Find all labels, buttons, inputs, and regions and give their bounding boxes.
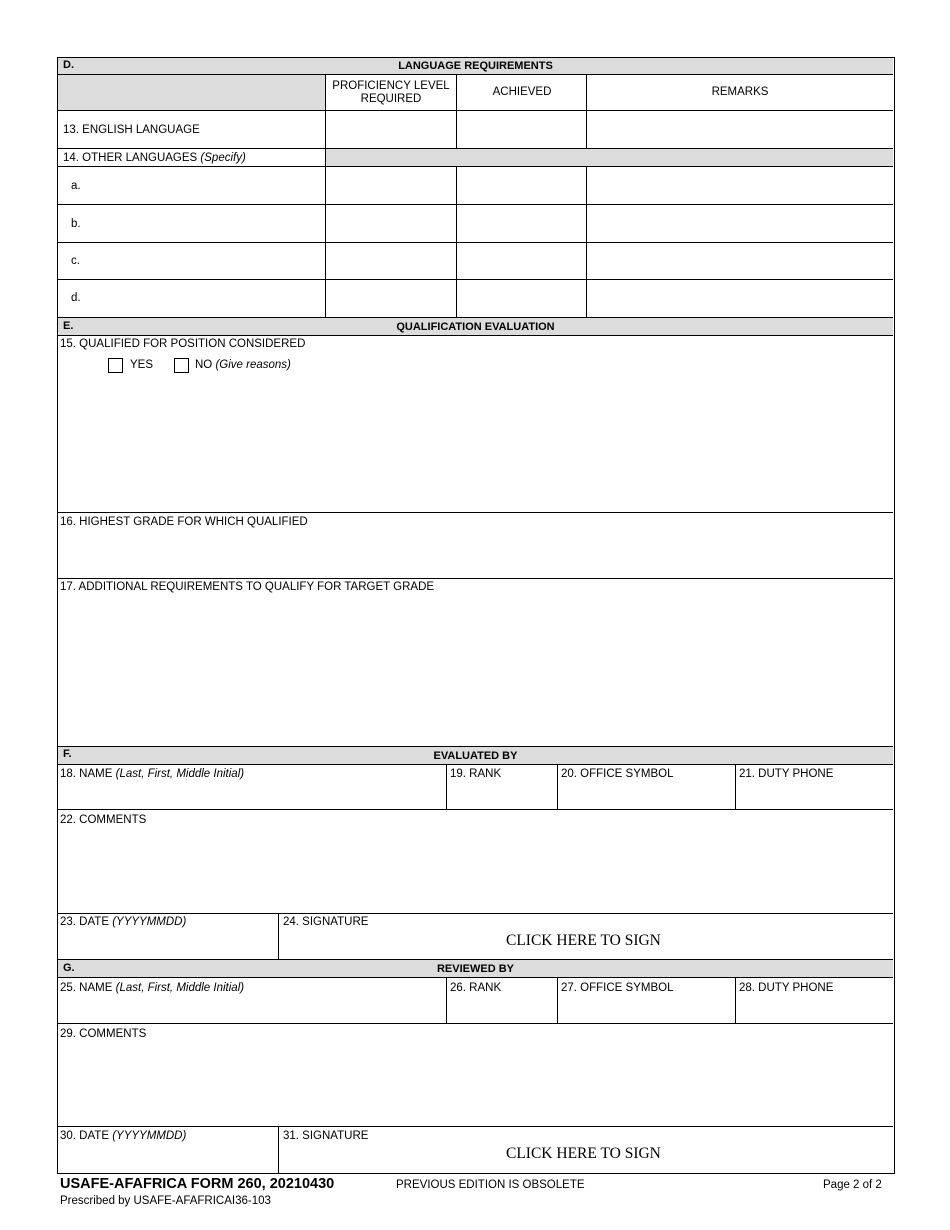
form-identifier: USAFE-AFAFRICA FORM 260, 20210430 — [60, 1176, 335, 1192]
reviewer-duty-phone-label: 28. DUTY PHONE — [739, 982, 834, 994]
section-d-letter: D. — [63, 59, 74, 71]
qualified-no-label: NO (Give reasons) — [195, 359, 291, 371]
language-d-achieved-field[interactable] — [457, 280, 587, 317]
english-language-label: 13. ENGLISH LANGUAGE — [63, 124, 200, 136]
reviewer-comments-label: 29. COMMENTS — [60, 1028, 147, 1040]
col-achieved: ACHIEVED — [492, 86, 552, 98]
reviewer-sign-button[interactable]: CLICK HERE TO SIGN — [506, 1145, 661, 1162]
evaluator-signature-label: 24. SIGNATURE — [283, 916, 369, 928]
reviewer-rank-field[interactable] — [447, 996, 557, 1023]
language-d-proficiency-field[interactable] — [326, 280, 456, 317]
section-f-letter: F. — [63, 748, 72, 760]
language-b-proficiency-field[interactable] — [326, 205, 456, 242]
language-d-remarks-field[interactable] — [587, 280, 893, 317]
col-remarks: REMARKS — [711, 86, 769, 98]
english-achieved-field[interactable] — [457, 111, 587, 148]
language-a-remarks-field[interactable] — [587, 167, 893, 204]
language-b-remarks-field[interactable] — [587, 205, 893, 242]
evaluator-comments-field[interactable] — [58, 829, 893, 912]
reviewer-rank-label: 26. RANK — [450, 982, 502, 994]
evaluator-rank-field[interactable] — [447, 782, 557, 809]
evaluator-office-symbol-label: 20. OFFICE SYMBOL — [561, 768, 674, 780]
reviewer-office-symbol-field[interactable] — [558, 996, 735, 1023]
reviewer-signature-label: 31. SIGNATURE — [283, 1130, 369, 1142]
language-c-proficiency-field[interactable] — [326, 243, 456, 279]
previous-edition-notice: PREVIOUS EDITION IS OBSOLETE — [396, 1179, 585, 1191]
qualified-for-position-label: 15. QUALIFIED FOR POSITION CONSIDERED — [60, 338, 306, 350]
evaluator-sign-button[interactable]: CLICK HERE TO SIGN — [506, 932, 661, 949]
reviewer-office-symbol-label: 27. OFFICE SYMBOL — [561, 982, 674, 994]
prescribed-by: Prescribed by USAFE-AFAFRICAI36-103 — [60, 1195, 271, 1207]
reviewer-name-field[interactable] — [58, 996, 446, 1023]
col-proficiency-level-required: PROFICIENCY LEVEL REQUIRED — [332, 80, 450, 105]
evaluator-office-symbol-field[interactable] — [558, 782, 735, 809]
reviewer-date-field[interactable] — [58, 1145, 278, 1172]
section-g-letter: G. — [63, 962, 75, 974]
evaluator-name-field[interactable] — [58, 782, 446, 809]
section-f-title: EVALUATED BY — [433, 750, 518, 762]
language-a-achieved-field[interactable] — [457, 167, 587, 204]
additional-requirements-field[interactable] — [58, 596, 893, 746]
evaluator-name-label: 18. NAME (Last, First, Middle Initial) — [60, 768, 245, 780]
qualified-yes-label: YES — [130, 359, 154, 371]
qualified-no-checkbox[interactable] — [174, 358, 189, 373]
language-a-proficiency-field[interactable] — [326, 167, 456, 204]
language-header-blank — [58, 75, 325, 110]
evaluator-comments-label: 22. COMMENTS — [60, 814, 147, 826]
language-row-a-label: a. — [71, 180, 81, 192]
english-proficiency-field[interactable] — [326, 111, 456, 148]
other-languages-shaded — [326, 149, 893, 166]
reviewer-name-label: 25. NAME (Last, First, Middle Initial) — [60, 982, 245, 994]
language-row-d-label: d. — [71, 292, 81, 304]
evaluator-duty-phone-field[interactable] — [736, 782, 893, 809]
reviewer-comments-field[interactable] — [58, 1043, 893, 1126]
language-row-b-label: b. — [71, 218, 81, 230]
language-c-remarks-field[interactable] — [587, 243, 893, 279]
section-e-title: QUALIFICATION EVALUATION — [396, 321, 555, 333]
additional-requirements-label: 17. ADDITIONAL REQUIREMENTS TO QUALIFY FOR TARGET GRADE — [60, 581, 435, 593]
other-languages-label: 14. OTHER LANGUAGES (Specify) — [63, 152, 246, 164]
language-b-achieved-field[interactable] — [457, 205, 587, 242]
section-d-title: LANGUAGE REQUIREMENTS — [398, 60, 553, 72]
language-row-c-label: c. — [71, 255, 80, 267]
form-page — [57, 57, 895, 1174]
english-remarks-field[interactable] — [587, 111, 893, 148]
page-number: Page 2 of 2 — [823, 1179, 882, 1191]
evaluator-date-label: 23. DATE (YYYYMMDD) — [60, 916, 187, 928]
reviewer-date-label: 30. DATE (YYYYMMDD) — [60, 1130, 187, 1142]
qualification-reasons-field[interactable] — [58, 378, 893, 511]
evaluator-date-field[interactable] — [58, 931, 278, 958]
language-c-achieved-field[interactable] — [457, 243, 587, 279]
evaluator-rank-label: 19. RANK — [450, 768, 502, 780]
reviewer-duty-phone-field[interactable] — [736, 996, 893, 1023]
evaluator-duty-phone-label: 21. DUTY PHONE — [739, 768, 834, 780]
highest-grade-label: 16. HIGHEST GRADE FOR WHICH QUALIFIED — [60, 516, 308, 528]
section-e-letter: E. — [63, 320, 74, 332]
qualified-yes-checkbox[interactable] — [108, 358, 123, 373]
section-g-title: REVIEWED BY — [436, 963, 514, 975]
highest-grade-field[interactable] — [58, 531, 893, 577]
